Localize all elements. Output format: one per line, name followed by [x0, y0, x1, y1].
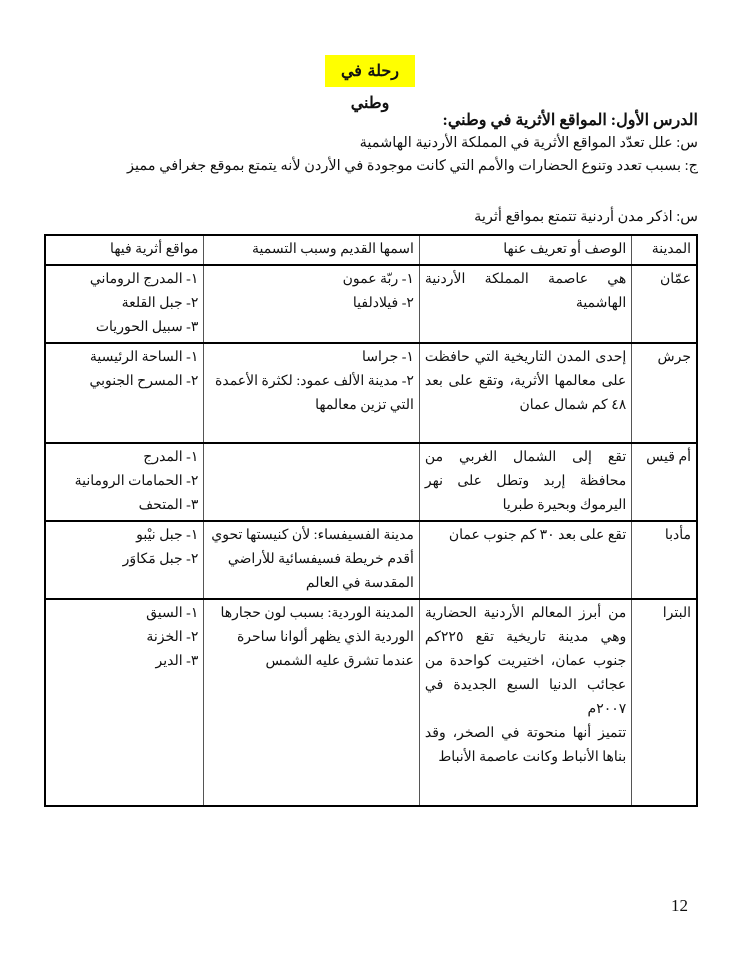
header-sites: مواقع أثرية فيها: [45, 235, 204, 265]
site-item: ١- الساحة الرئيسية: [89, 350, 199, 365]
description-cell: [419, 599, 631, 806]
city-cell: أم قيس: [632, 443, 697, 521]
description-cell: [419, 343, 631, 443]
site-item: ٣- المتحف: [138, 498, 199, 513]
table-row: [45, 265, 697, 343]
description-text: هي عاصمة المملكة الأردنية الهاشمية: [424, 272, 627, 311]
description-text: تقع إلى الشمال الغربي من محافظة إربد وتطل على نهر اليرموك وبحيرة طبريا: [424, 450, 627, 513]
description-text-2: تتميز أنها منحوتة في الصخر، وقد بناها الأنباط وكانت عاصمة الأنباط: [424, 726, 627, 765]
city-cell: البترا: [632, 599, 697, 806]
old-name-item: ٢- فيلادلفيا: [352, 296, 414, 311]
site-item: ١- السيق: [146, 606, 199, 621]
description-cell: [419, 265, 631, 343]
description-cell: [419, 521, 631, 599]
header-old-name: اسمها القديم وسبب التسمية: [204, 235, 420, 265]
page-number: 12: [671, 896, 688, 915]
sites-table: [44, 234, 698, 807]
old-name-item: ١- جراسا: [361, 350, 414, 365]
sites-cell: [45, 343, 204, 443]
site-item: ١- المدرج: [143, 450, 199, 465]
description-cell: [419, 443, 631, 521]
site-item: ٢- الحمامات الرومانية: [74, 474, 199, 489]
old-name-cell: [204, 443, 420, 521]
city-cell: جرش: [632, 343, 697, 443]
old-name-item: ٢- مدينة الألف عمود: لكثرة الأعمدة التي تزين معالمها: [215, 374, 414, 413]
site-item: ١- جبل نيْبو: [136, 528, 199, 543]
site-item: ١- المدرج الروماني: [89, 272, 199, 287]
old-name-cell: [204, 599, 420, 806]
site-item: ٢- جبل مَكاوَر: [122, 552, 199, 567]
header-city: المدينة: [632, 235, 697, 265]
old-name-cell: [204, 521, 420, 599]
header-description: الوصف أو تعريف عنها: [419, 235, 631, 265]
old-name-cell: [204, 343, 420, 443]
site-item: ٣- سبيل الحوريات: [95, 320, 199, 335]
site-item: ٢- الخزنة: [146, 630, 199, 645]
table-row: [45, 443, 697, 521]
table-row: [45, 343, 697, 443]
question-1: س: علل تعدّد المواقع الأثرية في المملكة الأردنية الهاشمية: [359, 135, 698, 151]
city-cell: مأدبا: [632, 521, 697, 599]
table-row: [45, 599, 697, 806]
old-name-cell: [204, 265, 420, 343]
city-cell: عمّان: [632, 265, 697, 343]
old-name-item: ١- ربّة عمون: [342, 272, 414, 287]
description-text: إحدى المدن التاريخية التي حافظت على معالمها الأثرية، وتقع على بعد ٤٨ كم شمال عمان: [424, 350, 627, 413]
answer-1: ج: بسبب تعدد وتنوع الحضارات والأمم التي كانت موجودة في الأردن لأنه يتمتع بموقع جغرافي مميز: [127, 158, 698, 174]
table-header-row: [45, 235, 697, 265]
question-2: س: اذكر مدن أردنية تتمتع بمواقع أثرية: [474, 209, 698, 225]
sites-cell: [45, 599, 204, 806]
page-title: رحلة في وطني: [325, 55, 415, 87]
sites-cell: [45, 443, 204, 521]
site-item: ٣- الدير: [155, 654, 199, 669]
description-text: تقع على بعد ٣٠ كم جنوب عمان: [448, 528, 627, 543]
description-text: من أبرز المعالم الأردنية الحضارية وهي مدينة تاريخية تقع ٢٢٥كم جنوب عمان، اختيريت كواحدة من عجائب الدنيا السبع الجديدة في ٢٠٠٧م: [424, 606, 627, 717]
table-row: [45, 521, 697, 599]
old-name-item: مدينة الفسيفساء: لأن كنيستها تحوي أقدم خريطة فسيفسائية للأراضي المقدسة في العالم: [211, 528, 414, 591]
sites-cell: [45, 265, 204, 343]
sites-cell: [45, 521, 204, 599]
site-item: ٢- جبل القلعة: [121, 296, 199, 311]
lesson-heading: الدرس الأول: المواقع الأثرية في وطني:: [442, 112, 698, 129]
site-item: ٢- المسرح الجنوبي: [89, 374, 199, 389]
old-name-item: المدينة الوردية: بسبب لون حجارها الوردية الذي يظهر ألوانا ساحرة عندما تشرق عليه الشمس: [220, 606, 414, 669]
